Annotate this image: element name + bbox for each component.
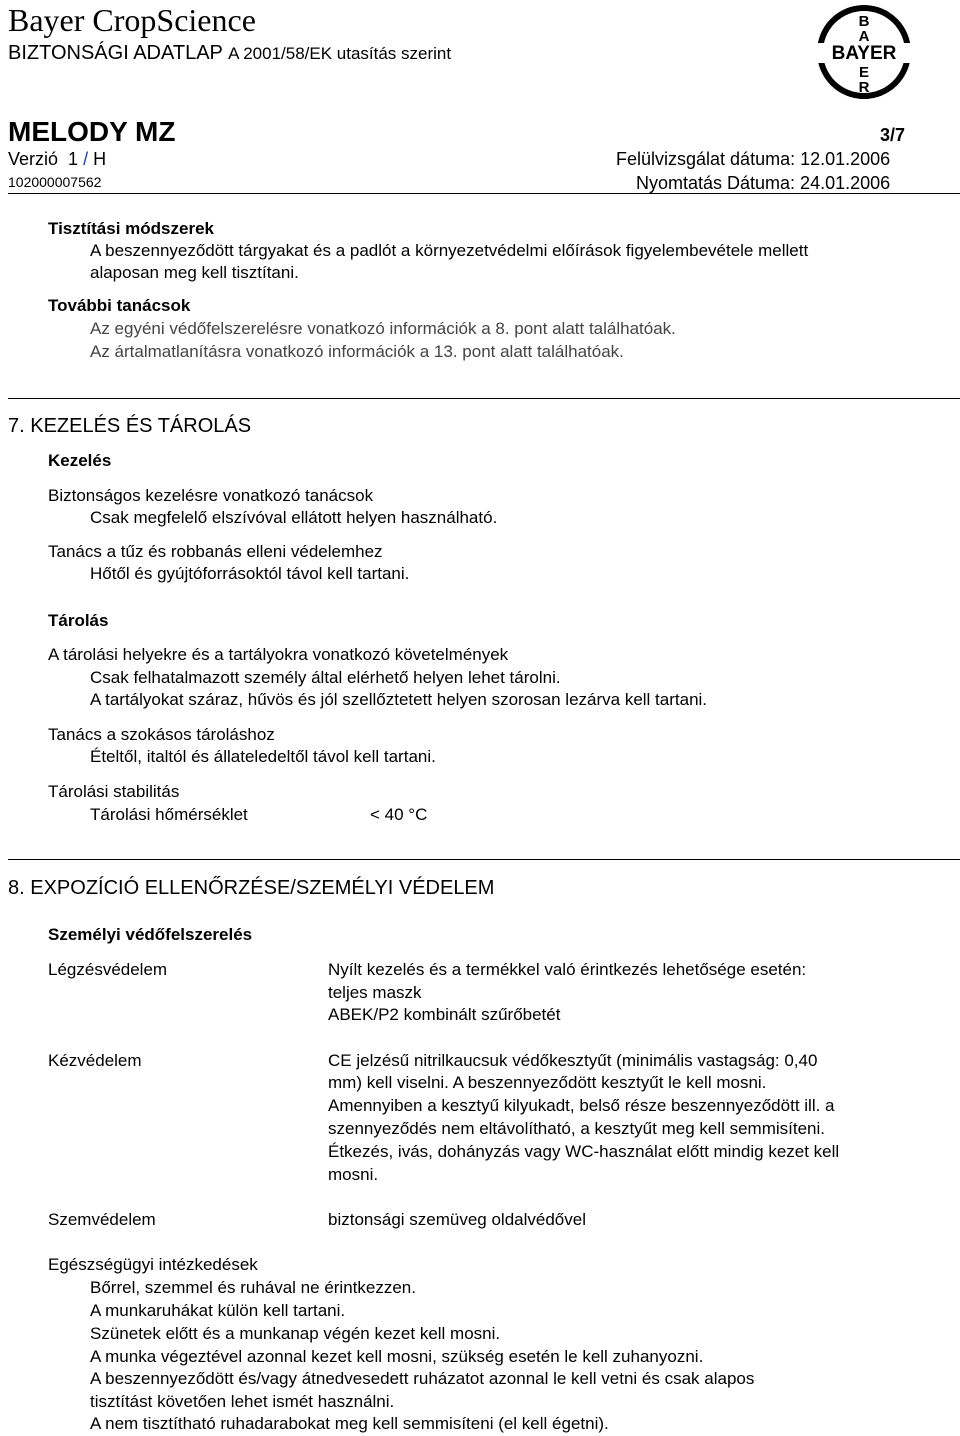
print-date: Nyomtatás Dátuma: 24.01.2006 (636, 173, 891, 193)
version-number: 1 (68, 149, 79, 169)
respiratory-line-3: ABEK/P2 kombinált szűrőbetét (328, 1005, 561, 1024)
hand-protection-line-2: mm) kell viselni. A beszennyeződött kesztyűt le kell mosni. (328, 1073, 767, 1092)
hygiene-line-1: Bőrrel, szemmel és ruhával ne érintkezzen. (90, 1278, 416, 1297)
safe-handling-title: Biztonságos kezelésre vonatkozó tanácsok (48, 486, 374, 505)
review-date: Felülvizsgálat dátuma: 12.01.2006 (616, 149, 891, 169)
version-suffix: H (93, 149, 107, 169)
hygiene-line-4: A munka végeztével azonnal kezet kell mosni, szükség esetén le kell zuhanyozni. (90, 1347, 704, 1366)
hygiene-line-3: Szünetek előtt és a munkanap végén kezet kell mosni. (90, 1324, 501, 1343)
hygiene-title: Egészségügyi intézkedések (48, 1255, 258, 1274)
hand-protection-line-1: CE jelzésű nitrilkaucsuk védőkesztyűt (minimális vastagság: 0,40 (328, 1051, 818, 1070)
storage-requirements-line-2: A tartályokat száraz, hűvös és jól szellőztetett helyen szorosan lezárva kell tartani. (90, 690, 708, 709)
storage-title: Tárolás (48, 611, 109, 630)
common-storage-text: Ételtől, italtól és állateledeltől távol kell tartani. (90, 747, 436, 766)
eye-protection-label: Szemvédelem (48, 1210, 156, 1229)
hygiene-line-7: A nem tisztítható ruhadarabokat meg kell semmisíteni (el kell égetni). (90, 1414, 609, 1433)
document-regulation: A 2001/58/EK utasítás szerint (228, 44, 452, 63)
fire-protection-text: Hőtől és gyújtóforrásoktól távol kell tartani. (90, 564, 410, 583)
page-number: 3/7 (880, 125, 906, 145)
hygiene-line-5: A beszennyeződött és/vagy átnedvesedett ruházatot azonnal le kell vetni és csak alapos (90, 1369, 755, 1388)
common-storage-title: Tanács a szokásos tároláshoz (48, 725, 275, 744)
bayer-logo (808, 4, 920, 100)
storage-temperature-value: < 40 °C (370, 805, 428, 824)
storage-requirements-line-1: Csak felhatalmazott személy által elérhető helyen lehet tárolni. (90, 668, 561, 687)
svg-text:E: E (858, 64, 870, 81)
handling-title: Kezelés (48, 451, 112, 470)
section-7-title: 7. KEZELÉS ÉS TÁROLÁS (8, 415, 252, 437)
hand-protection-label: Kézvédelem (48, 1051, 142, 1070)
version-separator: / (83, 149, 89, 169)
hand-protection-line-4: szennyeződés nem eltávolítható, a kesztyűt meg kell semmisíteni. (328, 1119, 826, 1138)
safe-handling-text: Csak megfelelő elszívóval ellátott helyen használható. (90, 508, 498, 527)
hand-protection-line-3: Amennyiben a kesztyű kilyukadt, belső része beszennyeződött ill. a (328, 1096, 835, 1115)
hand-protection-line-5: Étkezés, ivás, dohányzás vagy WC-használat előtt mindig kezet kell (328, 1142, 840, 1161)
storage-stability-title: Tárolási stabilitás (48, 782, 180, 801)
respiratory-line-1: Nyílt kezelés és a termékkel való érintkezés lehetősége esetén: (328, 960, 807, 979)
document-type (8, 41, 451, 66)
storage-temperature-label: Tárolási hőmérséklet (90, 805, 248, 824)
cleaning-title: Tisztítási módszerek (48, 219, 214, 238)
version-info (8, 148, 106, 170)
cleaning-line-1: A beszennyeződött tárgyakat és a padlót a környezetvédelmi előírások figyelembevétele mellett (90, 241, 809, 260)
svg-text:B: B (858, 13, 870, 30)
section-7-divider (8, 398, 960, 399)
cleaning-line-2: alaposan meg kell tisztítani. (90, 263, 299, 282)
document-type-title: BIZTONSÁGI ADATLAP (8, 42, 223, 64)
eye-protection-text: biztonsági szemüveg oldalvédővel (328, 1210, 586, 1229)
header-divider (8, 193, 960, 194)
hand-protection-line-6: mosni. (328, 1165, 379, 1184)
document-number: 102000007562 (8, 174, 102, 190)
ppe-title: Személyi védőfelszerelés (48, 925, 253, 944)
svg-text:R: R (858, 79, 870, 96)
advice-line-1: Az egyéni védőfelszerelésre vonatkozó információk a 8. pont alatt találhatóak. (90, 319, 676, 338)
hygiene-line-6: tisztítást követően lehet ismét használni. (90, 1392, 395, 1411)
storage-requirements-title: A tárolási helyekre és a tartályokra vonatkozó követelmények (48, 645, 509, 664)
hygiene-line-2: A munkaruhákat külön kell tartani. (90, 1301, 346, 1320)
advice-title: További tanácsok (48, 296, 191, 315)
fire-protection-title: Tanács a tűz és robbanás elleni védelemhez (48, 542, 383, 561)
product-name: MELODY MZ (8, 116, 176, 147)
section-8-title: 8. EXPOZÍCIÓ ELLENŐRZÉSE/SZEMÉLYI VÉDELEM (8, 877, 495, 899)
respiratory-label: Légzésvédelem (48, 960, 168, 979)
svg-text:A: A (858, 28, 870, 45)
company-name: Bayer CropScience (8, 2, 256, 38)
respiratory-line-2: teljes maszk (328, 983, 422, 1002)
svg-text:BAYER: BAYER (831, 43, 897, 64)
version-label: Verzió (8, 149, 59, 169)
advice-line-2: Az ártalmatlanításra vonatkozó információk a 13. pont alatt találhatóak. (90, 342, 624, 361)
section-8-divider (8, 859, 960, 860)
